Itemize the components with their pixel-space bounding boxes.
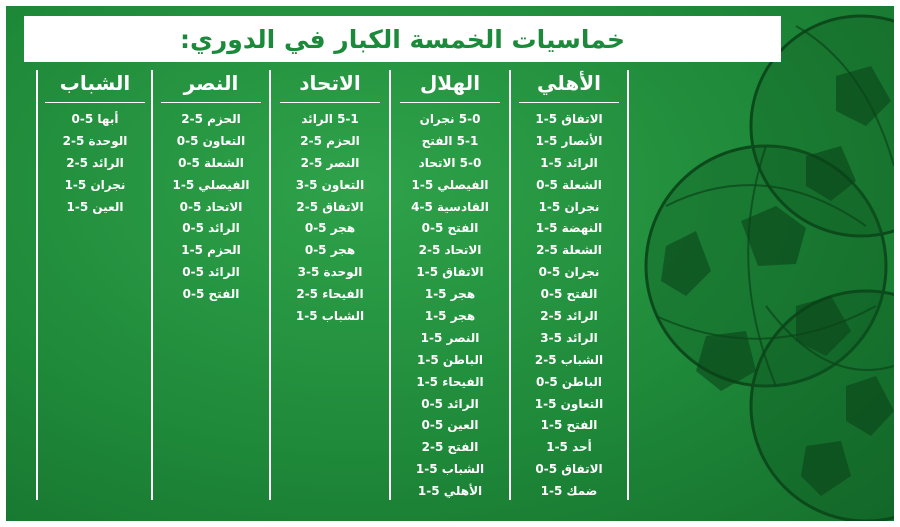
result-item: التعاون 5-3: [295, 177, 365, 192]
result-item: الفتح 5-0: [540, 287, 598, 302]
result-item: نجران 5-0: [538, 265, 600, 280]
result-item: الحزم 5-2: [181, 112, 241, 126]
column-divider: [509, 70, 511, 500]
result-item: الشعلة 5-0: [178, 155, 244, 170]
result-item: التعاون 5-0: [176, 133, 246, 148]
column-alnassr: [155, 68, 267, 500]
column-header: الهلال: [419, 71, 481, 95]
result-item: الوحدة 5-3: [297, 265, 363, 280]
result-item: الاتحاد 5-0: [179, 199, 243, 214]
column-divider: [36, 70, 38, 500]
result-item: الباطن 5-0: [535, 374, 602, 389]
result-item: الحزم 5-1: [181, 243, 241, 258]
column-divider: [269, 70, 271, 500]
result-item: الشعلة 5-0: [536, 177, 602, 192]
results-list: [513, 109, 625, 503]
result-item: الرائد 5-1: [540, 155, 598, 170]
result-item: الرائد 5-0: [182, 221, 240, 236]
result-item: 5-0 الاتحاد: [418, 155, 482, 170]
result-item: 5-0 نجران: [419, 112, 481, 126]
result-item: الفتح 5-0: [421, 221, 479, 236]
column-divider: [151, 70, 153, 500]
result-item: الحزم 5-2: [300, 133, 360, 148]
result-item: الاتفاق 5-1: [416, 265, 484, 280]
header-underline: [519, 102, 619, 103]
result-item: الرائد 5-2: [66, 155, 124, 170]
result-item: الشباب 5-1: [295, 309, 365, 324]
column-header: الأهلي: [536, 71, 601, 95]
result-item: التعاون 5-1: [534, 396, 604, 411]
results-list: [274, 109, 386, 328]
header-underline: [280, 102, 380, 103]
results-list: [155, 109, 267, 306]
result-item: الباطن 5-1: [416, 352, 483, 367]
result-item: الاتفاق 5-2: [296, 199, 364, 214]
column-alittihad: [274, 68, 386, 500]
column-divider: [627, 70, 629, 500]
column-header: الاتحاد: [299, 71, 361, 95]
title-box: [24, 16, 781, 62]
result-item: هجر 5-0: [304, 243, 356, 258]
column-header: الشباب: [59, 71, 131, 95]
result-item: النصر 5-2: [300, 155, 360, 170]
result-item: الاتفاق 5-1: [535, 112, 603, 126]
result-item: الرائد 5-2: [540, 309, 598, 324]
result-item: هجر 5-1: [424, 287, 476, 302]
result-item: نجران 5-1: [64, 177, 126, 192]
result-item: الاتفاق 5-0: [535, 462, 603, 477]
result-item: أحد 5-1: [546, 440, 592, 455]
column-header: النصر: [183, 71, 239, 95]
result-item: الفتح 5-2: [421, 440, 479, 455]
result-item: هجر 5-1: [424, 309, 476, 324]
result-item: نجران 5-1: [538, 199, 600, 214]
result-item: الرائد 5-3: [540, 330, 598, 345]
result-item: الوحدة 5-2: [62, 133, 128, 148]
result-item: أبها 5-0: [71, 112, 119, 126]
result-item: الفيصلي 5-1: [411, 177, 489, 192]
result-item: 5-1 الفتح: [421, 133, 479, 148]
page-title: خماسيات الخمسة الكبار في الدوري:: [180, 24, 625, 54]
result-item: الفيحاء 5-1: [416, 374, 484, 389]
result-item: الرائد 5-0: [421, 396, 479, 411]
result-item: النهضة 5-1: [535, 221, 603, 236]
result-item: العين 5-0: [421, 418, 479, 433]
result-item: الفتح 5-0: [182, 287, 240, 302]
result-item: الشعلة 5-2: [536, 243, 602, 258]
column-alhilal: [394, 68, 506, 500]
result-item: ضمك 5-1: [540, 484, 598, 499]
result-item: الفيصلي 5-1: [172, 177, 250, 192]
header-underline: [45, 102, 145, 103]
result-item: الاتحاد 5-2: [418, 243, 482, 258]
result-item: الرائد 5-0: [182, 265, 240, 280]
infographic-board: [6, 6, 894, 521]
result-item: الأنصار 5-1: [535, 133, 603, 148]
result-item: الشباب 5-2: [534, 352, 604, 367]
result-item: 5-1 الرائد: [301, 112, 359, 126]
column-divider: [389, 70, 391, 500]
header-underline: [161, 102, 261, 103]
results-list: [39, 109, 151, 218]
result-item: النصر 5-1: [420, 330, 480, 345]
column-alshabab: [39, 68, 151, 500]
result-item: الفيحاء 5-2: [296, 287, 364, 302]
results-list: [394, 109, 506, 503]
header-underline: [400, 102, 500, 103]
result-item: هجر 5-0: [304, 221, 356, 236]
result-item: القادسية 5-4: [411, 199, 489, 214]
result-item: الشباب 5-1: [415, 462, 485, 477]
result-item: الأهلي 5-1: [417, 484, 483, 499]
result-item: العين 5-1: [66, 199, 124, 214]
column-alahli: [513, 68, 625, 500]
result-item: الفتح 5-1: [540, 418, 598, 433]
